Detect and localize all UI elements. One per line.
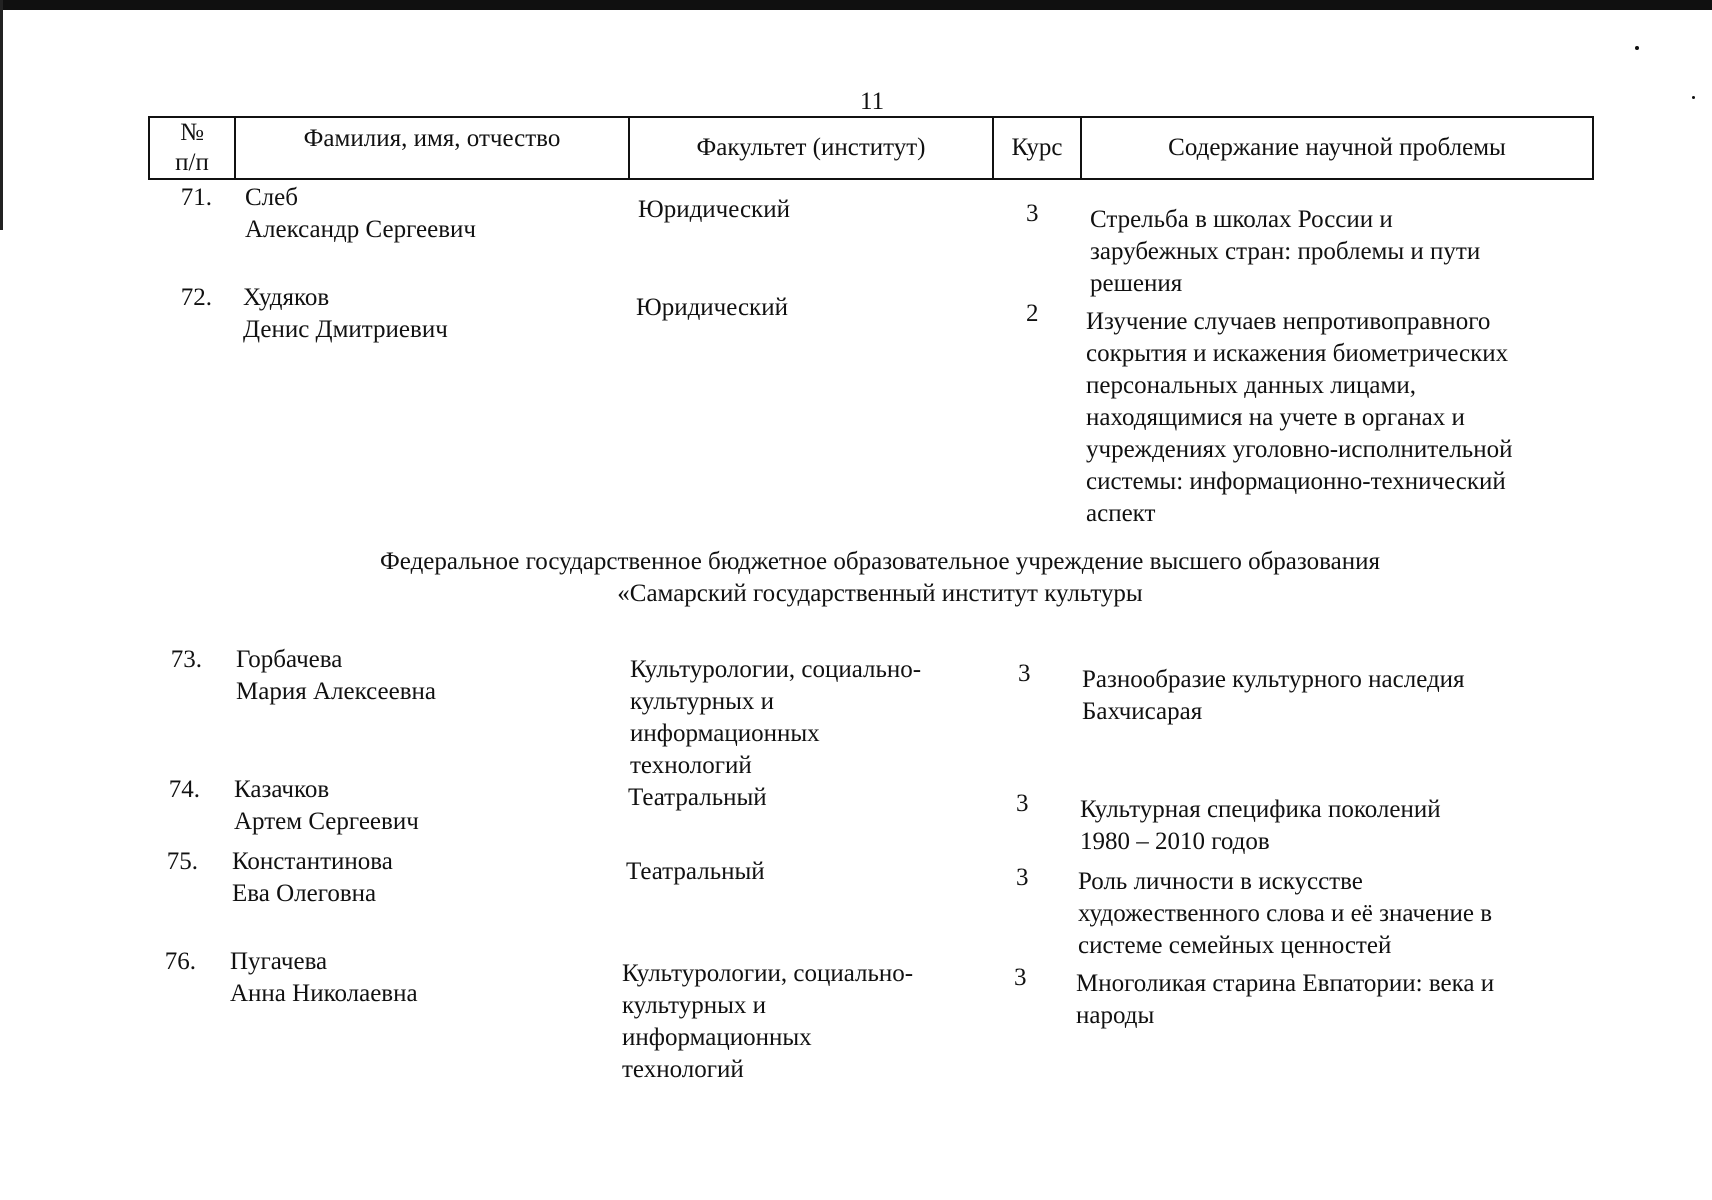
- table-header: [148, 116, 1596, 182]
- scan-speck: [1692, 96, 1695, 99]
- row-num: 74.: [168, 776, 200, 803]
- row-faculty: Театральный: [628, 784, 767, 811]
- scan-top-edge: [0, 0, 1712, 10]
- header-num: № п/п: [148, 116, 234, 180]
- row-course: 3: [1026, 200, 1039, 227]
- row-faculty: Культурологии, социально- культурных и информационных технологий: [630, 656, 922, 779]
- header-problem: Содержание научной проблемы: [1080, 116, 1594, 180]
- row-problem: Культурная специфика поколений 1980 – 2010 годов: [1080, 796, 1441, 855]
- row-name: Константинова Ева Олеговна: [232, 848, 393, 907]
- row-faculty: Театральный: [626, 858, 765, 885]
- row-num: 72.: [180, 284, 212, 311]
- row-course: 3: [1016, 790, 1029, 817]
- row-problem: Роль личности в искусстве художественного слова и её значение в системе семейных ценностей: [1078, 868, 1493, 959]
- row-num: 75.: [166, 848, 198, 875]
- row-problem: Многоликая старина Евпатории: века и народы: [1076, 970, 1495, 1029]
- row-name: Пугачева Анна Николаевна: [230, 948, 418, 1007]
- row-num: 71.: [180, 184, 212, 211]
- row-problem: Разнообразие культурного наследия Бахчисарая: [1082, 666, 1465, 725]
- row-name: Худяков Денис Дмитриевич: [243, 284, 448, 343]
- header-name: Фамилия, имя, отчество: [234, 116, 628, 180]
- row-name: Слеб Александр Сергеевич: [245, 184, 476, 243]
- row-num: 76.: [164, 948, 196, 975]
- header-course: Курс: [992, 116, 1080, 180]
- row-course: 3: [1014, 964, 1027, 991]
- row-name: Горбачева Мария Алексеевна: [236, 646, 436, 705]
- scan-left-edge: [0, 0, 3, 230]
- section-title: Федеральное государственное бюджетное образовательное учреждение высшего образования «Самарский государственный институт культуры: [380, 548, 1380, 607]
- row-course: 3: [1018, 660, 1031, 687]
- row-problem: Стрельба в школах России и зарубежных стран: проблемы и пути решения: [1090, 206, 1481, 297]
- header-faculty: Факультет (институт): [628, 116, 992, 180]
- page-number: 11: [860, 88, 885, 115]
- row-course: 3: [1016, 864, 1029, 891]
- row-problem: Изучение случаев непротивоправного сокрытия и искажения биометрических персональных данных лицами, находящимися на учете в органах и учреждениях уголовно-исполнительной системы: информационно-технический аспект: [1086, 308, 1513, 527]
- row-name: Казачков Артем Сергеевич: [234, 776, 419, 835]
- row-num: 73.: [170, 646, 202, 673]
- row-faculty: Юридический: [636, 294, 788, 321]
- row-course: 2: [1026, 300, 1039, 327]
- row-faculty: Юридический: [638, 196, 790, 223]
- row-faculty: Культурологии, социально- культурных и информационных технологий: [622, 960, 914, 1083]
- scan-speck: [1635, 46, 1639, 50]
